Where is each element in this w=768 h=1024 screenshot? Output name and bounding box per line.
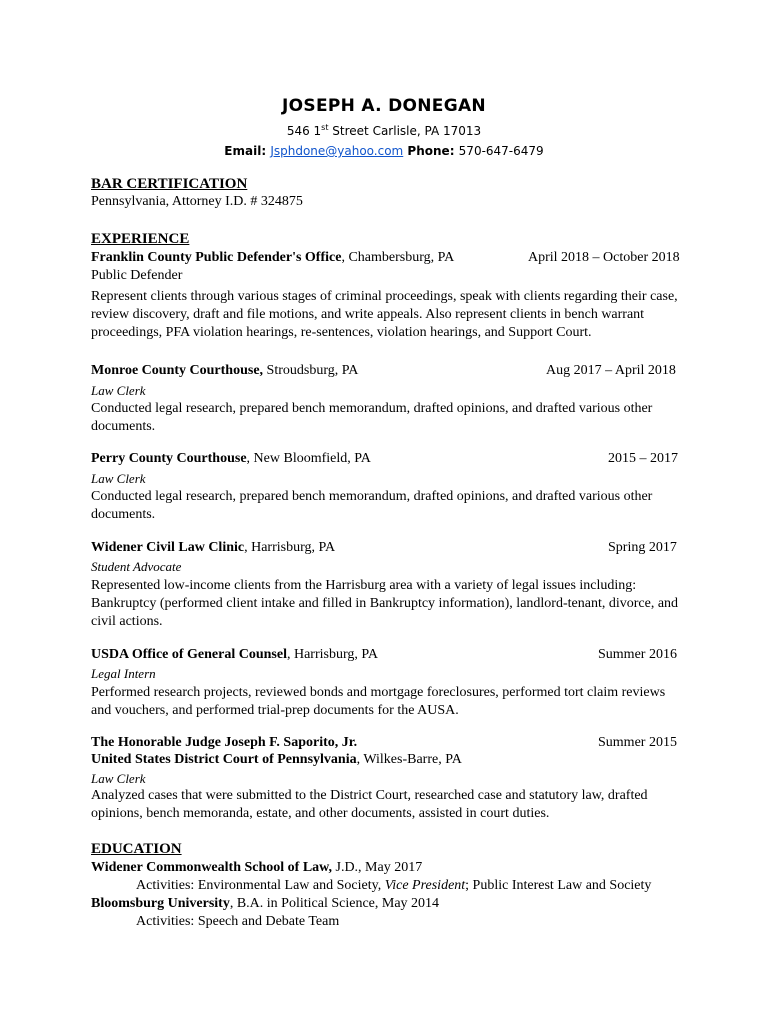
job-dates: Summer 2015 bbox=[598, 735, 677, 750]
job-dates: 2015 – 2017 bbox=[608, 451, 678, 466]
email-link[interactable]: Jsphdone@yahoo.com bbox=[270, 144, 404, 158]
job-desc-line: Represent clients through various stages of criminal proceedings, speak with clients regarding their case, bbox=[91, 289, 678, 304]
contact-line: Email: Jsphdone@yahoo.com Phone: 570-647-6479 bbox=[224, 144, 544, 158]
job-desc-line: Bankruptcy (performed client intake and filled in Bankruptcy information), landlord-tenant, divorce, and bbox=[91, 596, 679, 611]
job-desc-line: proceedings, PFA violation hearings, re-sentences, violation hearings, and Support Court. bbox=[91, 325, 592, 340]
job-header: Widener Civil Law Clinic, Harrisburg, PA bbox=[91, 540, 336, 555]
job-header: Franklin County Public Defender's Office, Chambersburg, PA bbox=[91, 250, 455, 265]
job-desc-line: Conducted legal research, prepared bench memorandum, drafted opinions, and drafted various other bbox=[91, 489, 653, 504]
job-desc-line: civil actions. bbox=[91, 614, 163, 629]
candidate-name: JOSEPH A. DONEGAN bbox=[282, 96, 486, 116]
job-desc-line: Represented low-income clients from the Harrisburg area with a variety of legal issues including: bbox=[91, 578, 637, 593]
section-heading-bar: BAR CERTIFICATION bbox=[91, 176, 248, 192]
job-header: USDA Office of General Counsel, Harrisburg, PA bbox=[91, 647, 378, 662]
job-dates: Spring 2017 bbox=[608, 540, 677, 555]
school-line: Widener Commonwealth School of Law, J.D., May 2017 bbox=[91, 860, 423, 875]
section-heading-experience: EXPERIENCE bbox=[91, 231, 190, 247]
school-line: Bloomsburg University, B.A. in Political Science, May 2014 bbox=[91, 896, 440, 911]
bar-text: Pennsylvania, Attorney I.D. # 324875 bbox=[91, 194, 303, 209]
job-dates: April 2018 – October 2018 bbox=[528, 250, 680, 265]
job-title: Law Clerk bbox=[91, 383, 146, 398]
phone: 570-647-6479 bbox=[458, 144, 544, 158]
job-title: Law Clerk bbox=[91, 771, 146, 786]
job-dates: Summer 2016 bbox=[598, 647, 677, 662]
job-court: United States District Court of Pennsylvania, Wilkes-Barre, PA bbox=[91, 752, 462, 767]
job-header: Perry County Courthouse, New Bloomfield, PA bbox=[91, 451, 371, 466]
job-title: Student Advocate bbox=[91, 559, 182, 574]
job-desc-line: documents. bbox=[91, 419, 156, 434]
job-title: Legal Intern bbox=[91, 666, 156, 681]
job-header: Monroe County Courthouse, Stroudsburg, PA bbox=[91, 363, 359, 378]
activities-line: Activities: Speech and Debate Team bbox=[136, 914, 340, 929]
job-desc-line: documents. bbox=[91, 507, 156, 522]
job-desc-line: review discovery, draft and file motions, and write appeals. Also represent clients in bench warrant bbox=[91, 307, 645, 322]
job-desc-line: and vouchers, and performed trial-prep documents for the AUSA. bbox=[91, 703, 459, 718]
job-header: The Honorable Judge Joseph F. Saporito, Jr. bbox=[91, 735, 358, 750]
section-heading-education: EDUCATION bbox=[91, 841, 182, 857]
job-title: Public Defender bbox=[91, 268, 183, 283]
job-title: Law Clerk bbox=[91, 471, 146, 486]
activities-line: Activities: Environmental Law and Society, Vice President; Public Interest Law and Society bbox=[136, 878, 652, 893]
job-desc-line: Performed research projects, reviewed bonds and mortgage foreclosures, performed tort claim reviews bbox=[91, 685, 666, 700]
job-desc-line: opinions, bench memoranda, estate, and other documents, assisted in court duties. bbox=[91, 806, 550, 821]
job-dates: Aug 2017 – April 2018 bbox=[546, 363, 676, 378]
job-desc-line: Analyzed cases that were submitted to the District Court, researched case and statutory law, drafted bbox=[91, 788, 648, 803]
job-desc-line: Conducted legal research, prepared bench memorandum, drafted opinions, and drafted various other bbox=[91, 401, 653, 416]
address: 546 1st Street Carlisle, PA 17013 bbox=[286, 123, 482, 138]
